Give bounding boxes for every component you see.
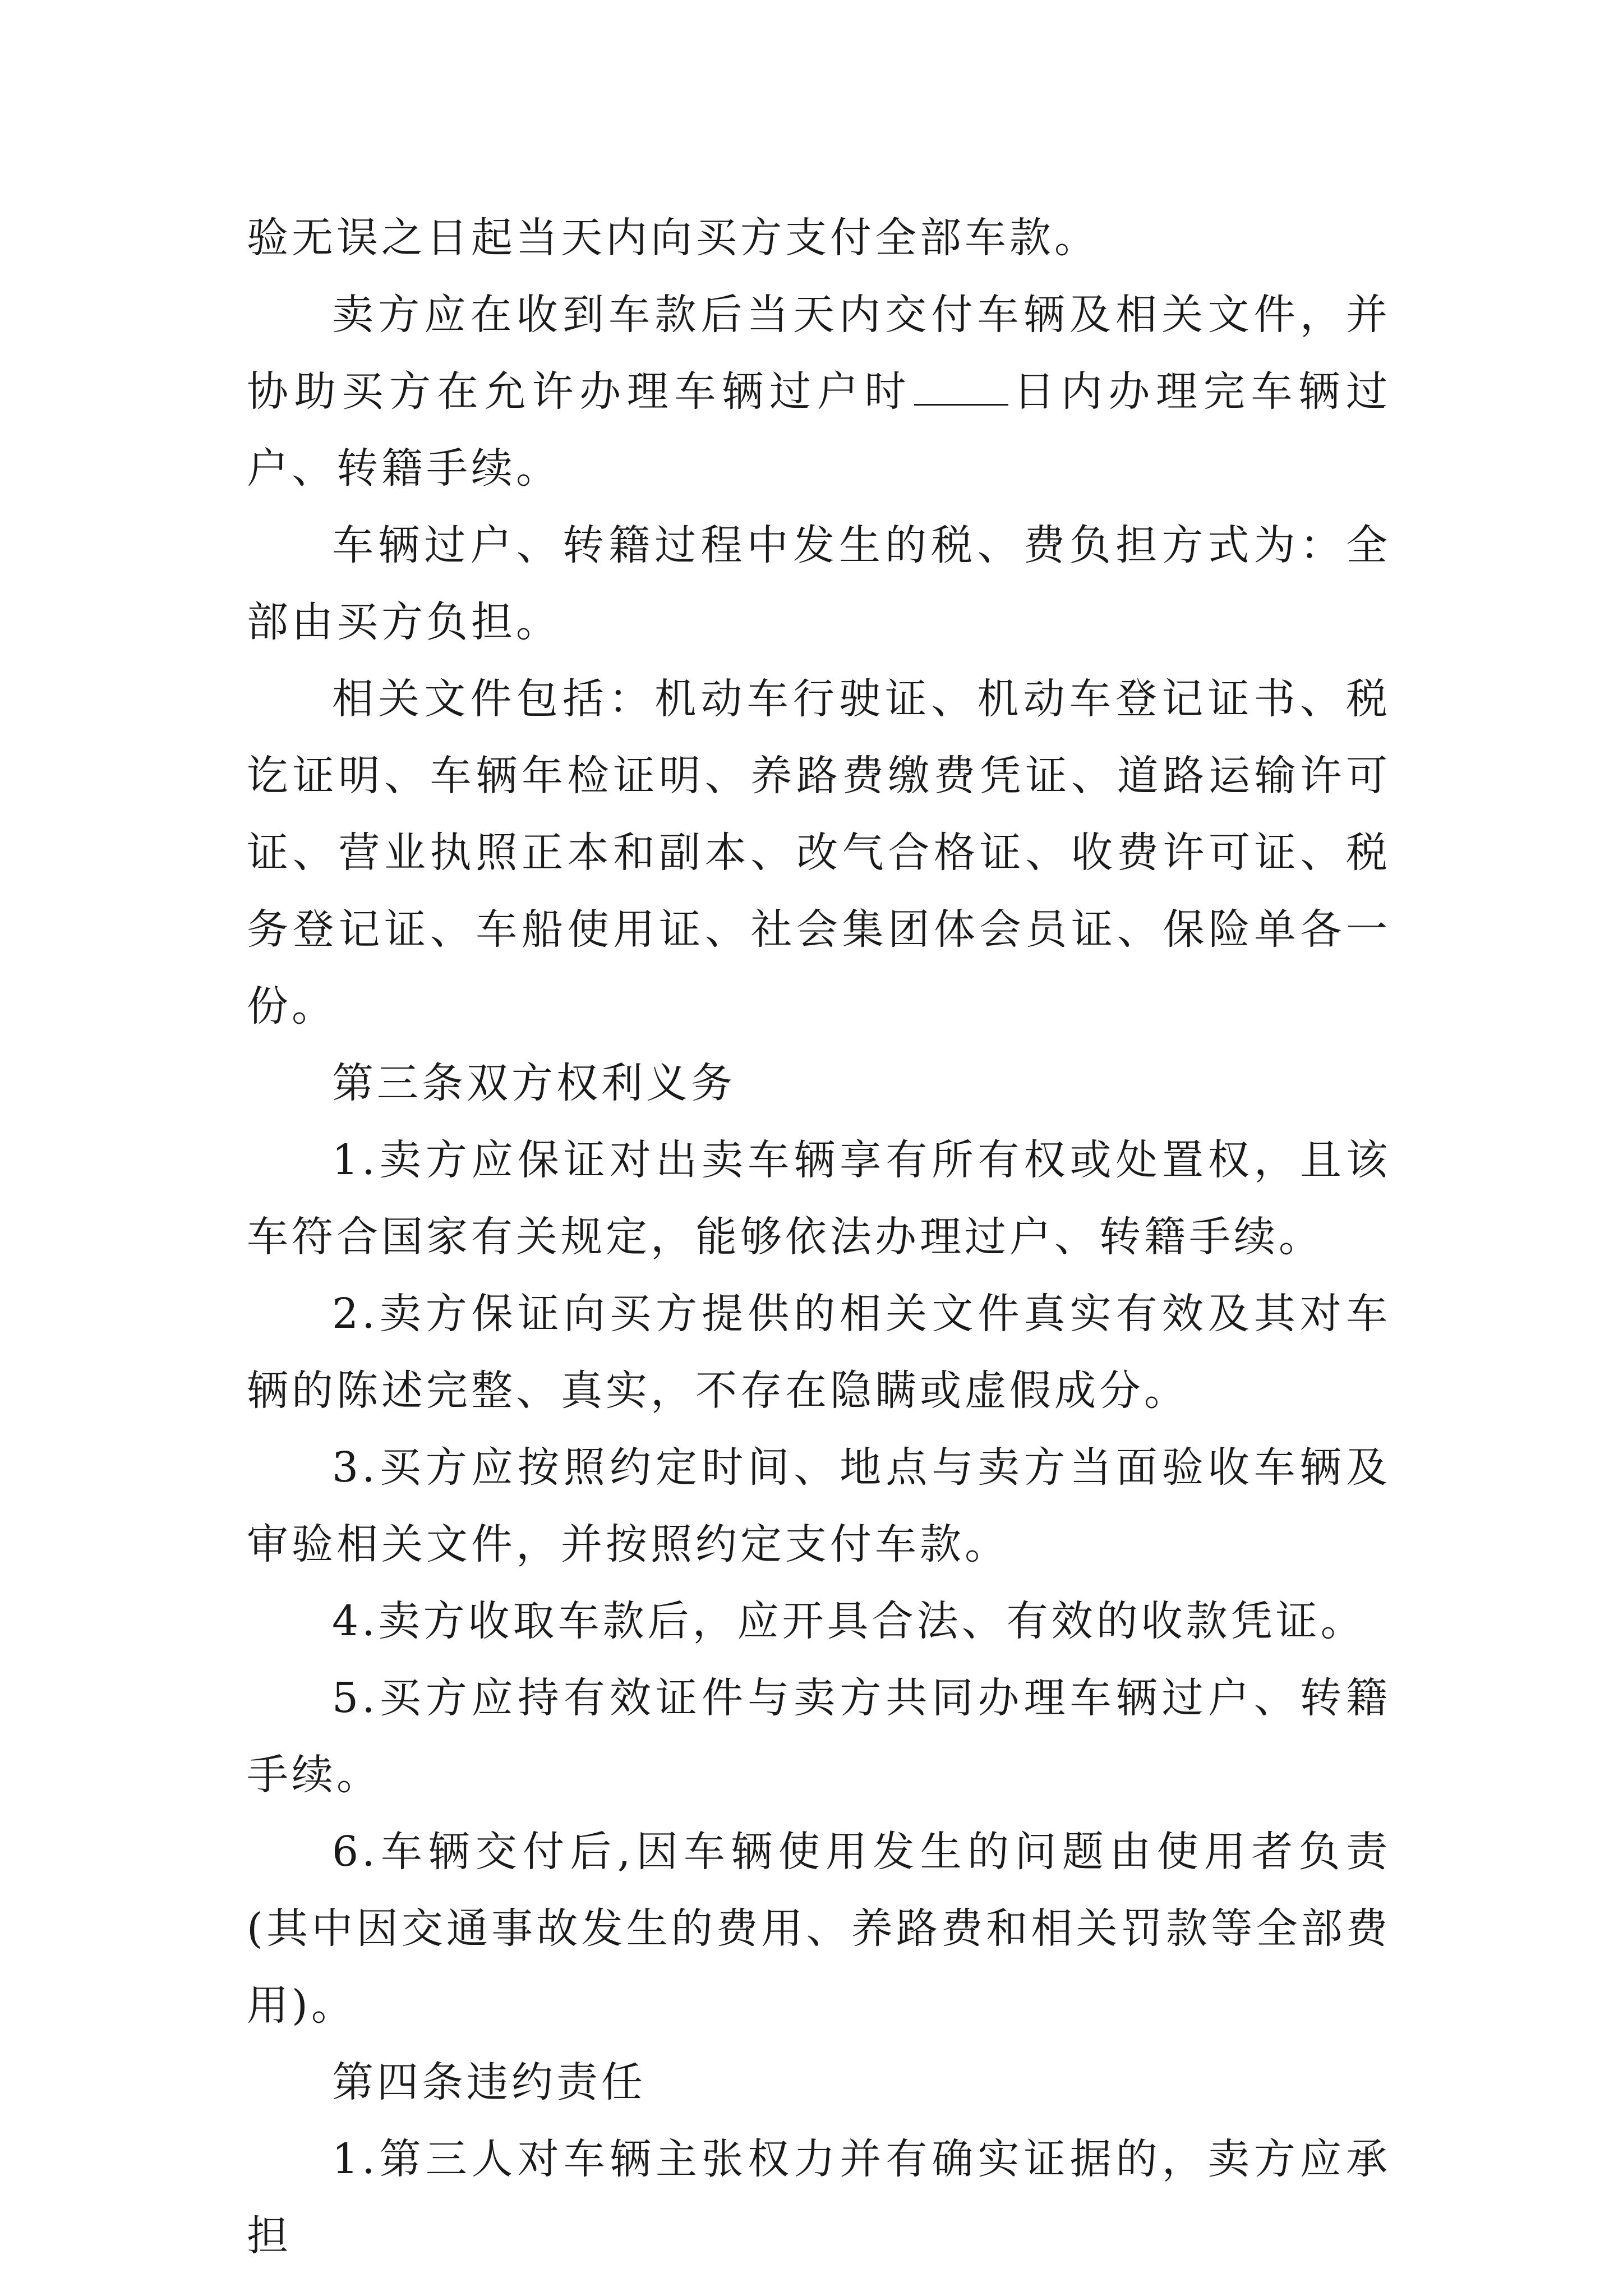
document-body [247, 200, 1391, 2275]
article-3-item-6: 6.车辆交付后,因车辆使用发生的问题由使用者负责(其中因交通事故发生的费用、养路费和相关罚款等全部费用)。 [247, 1828, 1391, 2030]
article-3-item-3: 3.买方应按照约定时间、地点与卖方当面验收车辆及审验相关文件，并按照约定支付车款。 [247, 1443, 1391, 1568]
paragraph-delivery-text-2: 日内办理完车辆过户、转籍手续。 [247, 367, 1391, 493]
paragraph-delivery-text-1: 卖方应在收到车款后当天内交付车辆及相关文件，并协助买方在允许办理车辆过户时 [247, 291, 1391, 416]
paragraph-payment: 验无误之日起当天内向买方支付全部车款。 [247, 214, 1099, 262]
article-3-item-4: 4.卖方收取车款后，应开具合法、有效的收款凭证。 [332, 1597, 1366, 1645]
article-3-item-2: 2.卖方保证向买方提供的相关文件真实有效及其对车辆的陈述完整、真实，不存在隐瞒或虚假成分。 [247, 1290, 1391, 1415]
section-heading-article-3: 第三条双方权利义务 [332, 1059, 736, 1107]
fill-in-blank-days [914, 370, 1008, 406]
article-3-item-1: 1.卖方应保证对出卖车辆享有所有权或处置权，且该车符合国家有关规定，能够依法办理过户、转籍手续。 [247, 1136, 1391, 1261]
article-4-item-1: 1.第三人对车辆主张权力并有确实证据的，卖方应承担 [247, 2135, 1391, 2260]
article-3-item-5: 5.买方应持有效证件与卖方共同办理车辆过户、转籍手续。 [247, 1674, 1391, 1799]
section-heading-article-4: 第四条违约责任 [332, 2058, 646, 2106]
paragraph-delivery [247, 277, 1391, 507]
paragraph-documents-list: 相关文件包括：机动车行驶证、机动车登记证书、税讫证明、车辆年检证明、养路费缴费凭证、道路运输许可证、营业执照正本和副本、改气合格证、收费许可证、税务登记证、车船使用证、社会集团体会员证、保险单各一份。 [247, 675, 1391, 1030]
paragraph-tax-burden: 车辆过户、转籍过程中发生的税、费负担方式为：全部由买方负担。 [247, 521, 1391, 646]
